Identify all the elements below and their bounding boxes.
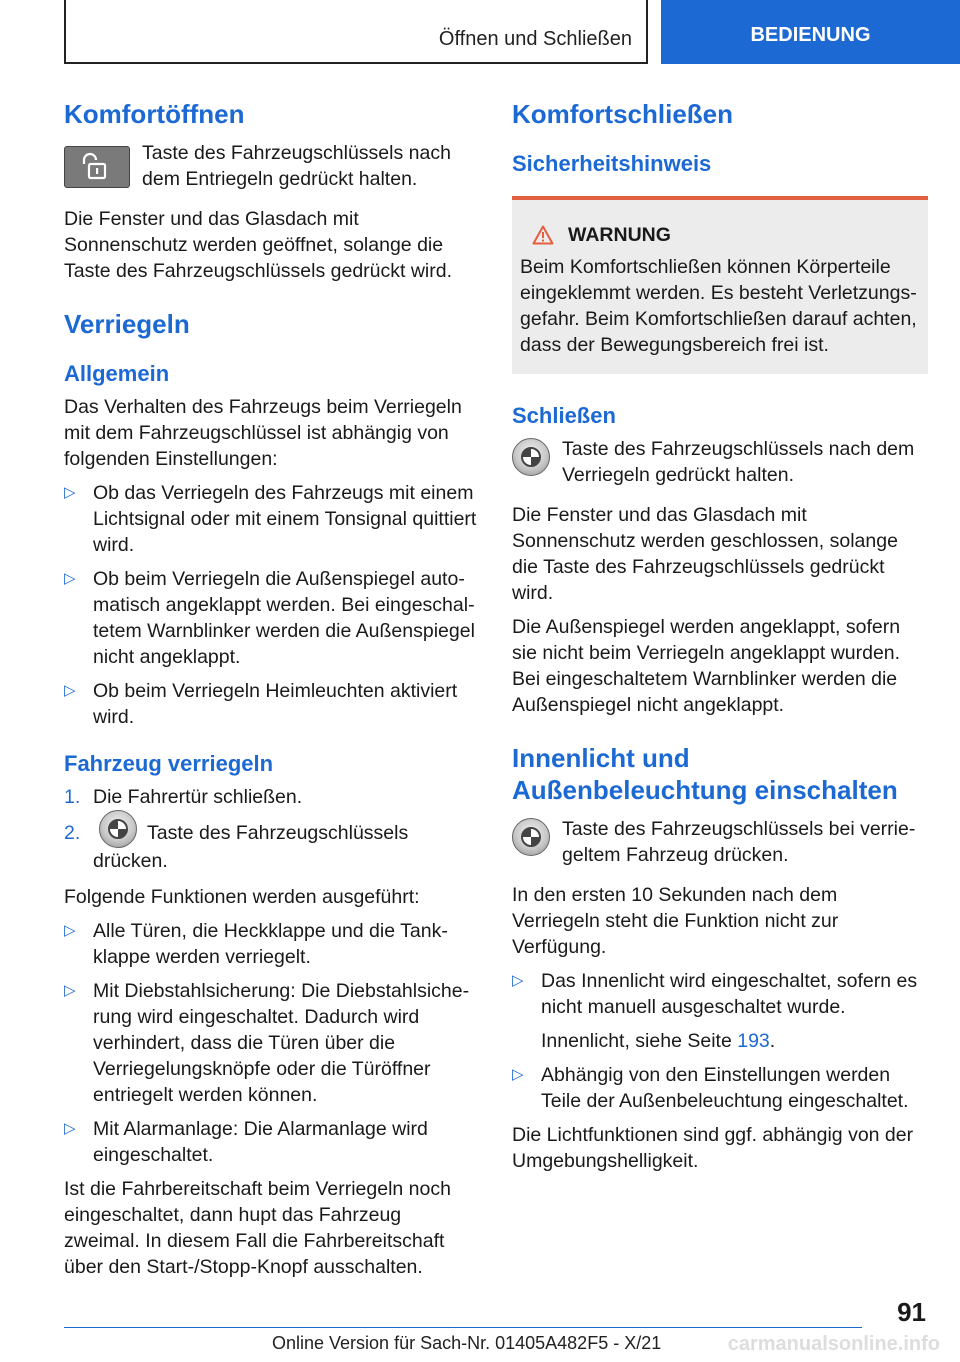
- innenlicht-body: In den ersten 10 Sekunden nach dem Verriegeln steht die Funktion nicht zur Verfügung.: [512, 884, 839, 958]
- bullet-icon: ▷: [64, 570, 76, 587]
- komfortoeffnen-body: Die Fenster und das Glasdach mit Sonnenschutz werden geöffnet, solange die Taste des Fahrzeugschlüssels gedrückt wird.: [64, 208, 453, 282]
- heading-komfortoeffnen: Komfortöffnen: [64, 99, 245, 129]
- schliessen-key-text: Taste des Fahrzeugschlüssels nach dem Verriegeln gedrückt halten.: [562, 438, 915, 486]
- innenlicht-key-row: [512, 816, 928, 868]
- list-item-text: Ob beim Verriegeln Heimleuchten aktiviert wird.: [93, 680, 458, 728]
- section-title: Öffnen und Schließen: [438, 28, 632, 50]
- footer-online-version: Online Version für Sach-Nr. 01405A482F5 - X/21: [272, 1333, 662, 1353]
- heading-komfortschliessen: Komfortschließen: [512, 99, 734, 129]
- bmw-key-icon: [512, 438, 550, 476]
- page-link[interactable]: 193: [737, 1030, 770, 1052]
- cross-reference-text: Innenlicht, siehe Seite: [541, 1030, 738, 1052]
- list-item-text: Alle Türen, die Heckklappe und die Tankklappe werden verriegelt.: [93, 920, 448, 968]
- innenlicht-outro: Die Lichtfunktionen sind ggf. abhängig von der Umgebungshelligkeit.: [512, 1124, 914, 1172]
- list-item: [512, 968, 928, 1020]
- bullet-icon: ▷: [512, 972, 524, 989]
- list-item: [64, 918, 480, 970]
- step-item: [64, 784, 480, 810]
- unlock-key-row: [64, 140, 480, 192]
- chapter-tab[interactable]: [661, 0, 960, 64]
- list-item: [64, 480, 480, 558]
- schliessen-body-2: Die Außenspiegel werden angeklappt, sofern sie nicht beim Verriegeln angeklappt wurden. Bei eingeschaltetem Warnblinker werden die Außenspiegel nicht angeklappt.: [512, 616, 901, 716]
- fahrzeug-verriegeln-intro: Folgende Funktionen werden ausgeführt:: [64, 886, 420, 908]
- header-section-box: [64, 0, 648, 64]
- step-number: 1.: [64, 786, 81, 808]
- innenlicht-list: [512, 968, 928, 1020]
- page-number: 91: [897, 1297, 926, 1327]
- bullet-icon: ▷: [512, 1066, 524, 1083]
- bullet-icon: ▷: [64, 1120, 76, 1137]
- watermark: carmanualsonline.info: [727, 1333, 940, 1355]
- functions-list: [64, 918, 480, 1168]
- bullet-icon: ▷: [64, 982, 76, 999]
- warning-triangle-icon: [532, 225, 554, 245]
- list-item-text: Mit Diebstahlsicherung: Die Diebstahlsicherung wird eingeschaltet. Dadurch wird verhindert, dass die Türen über die Verriegelungsknöpfe oder die Türöffner entriegelt werden können.: [93, 980, 470, 1106]
- allgemein-list: [64, 480, 480, 730]
- innenlicht-list-2: [512, 1062, 928, 1114]
- list-item-text: Ob das Verriegeln des Fahrzeugs mit einem Lichtsignal oder mit einem Tonsignal quittiert wird.: [93, 482, 477, 556]
- list-item: [64, 1116, 480, 1168]
- list-item: [512, 1062, 928, 1114]
- warning-text: Beim Komfortschließen können Körperteile eingeklemmt werden. Es besteht Verletzungsgefahr. Beim Komfortschließen darauf achten, dass der Bewegungsbereich frei ist.: [520, 256, 917, 356]
- innenlicht-key-text: Taste des Fahrzeugschlüssels bei verriegeltem Fahrzeug drücken.: [562, 818, 916, 866]
- list-item: [64, 978, 480, 1108]
- footer-divider: [64, 1327, 862, 1328]
- bullet-icon: ▷: [64, 922, 76, 939]
- fahrzeug-verriegeln-outro: Ist die Fahrbereitschaft beim Verriegeln noch eingeschaltet, dann hupt das Fahrzeug zweimal. In diesem Fall die Fahrbereitschaft über den Start-/Stopp-Knopf ausschalten.: [64, 1178, 451, 1278]
- warning-box: [512, 196, 928, 374]
- heading-fahrzeug-verriegeln: Fahrzeug verriegeln: [64, 751, 274, 776]
- unlock-key-icon: [64, 146, 130, 188]
- step-text: Taste des Fahrzeugschlüssels drücken.: [93, 822, 409, 872]
- left-column: [64, 98, 480, 1288]
- bmw-key-icon: [99, 810, 137, 848]
- step-number: 2.: [64, 822, 81, 844]
- allgemein-body: Das Verhalten des Fahrzeugs beim Verriegeln mit dem Fahrzeugschlüssel ist abhängig von folgenden Einstellungen:: [64, 396, 462, 470]
- schliessen-body-1: Die Fenster und das Glasdach mit Sonnenschutz werden geschlossen, solange die Taste des Fahrzeugschlüssels gedrückt wird.: [512, 504, 898, 604]
- list-item-text: Das Innenlicht wird eingeschaltet, sofern es nicht manuell ausgeschaltet wurde.: [541, 970, 918, 1018]
- cross-reference-suffix: .: [769, 1030, 776, 1052]
- komfortoeffnen-key-text: Taste des Fahrzeugschlüssels nach dem Entriegeln gedrückt halten.: [142, 142, 451, 190]
- list-item: [64, 566, 480, 670]
- bullet-icon: ▷: [64, 682, 76, 699]
- bullet-icon: ▷: [64, 484, 76, 501]
- list-item-text: Abhängig von den Einstellungen werden Teile der Außenbeleuchtung eingeschaltet.: [541, 1064, 909, 1112]
- bmw-key-icon: [512, 818, 550, 856]
- steps-list: [64, 784, 480, 874]
- list-item-text: Ob beim Verriegeln die Außenspiegel automatisch angeklappt werden. Bei eingeschaltetem Warnblinker werden die Außenspiegel nicht angeklappt.: [93, 568, 475, 668]
- list-item: [64, 678, 480, 730]
- right-column: [512, 98, 928, 1182]
- warning-label: WARNUNG: [568, 224, 671, 246]
- heading-verriegeln: Verriegeln: [64, 309, 190, 339]
- warning-title: [532, 222, 920, 248]
- heading-schliessen: Schließen: [512, 403, 616, 428]
- schliessen-key-row: [512, 436, 928, 488]
- step-item: [64, 820, 480, 874]
- step-text: Die Fahrertür schließen.: [93, 786, 303, 808]
- list-item-text: Mit Alarmanlage: Die Alarmanlage wird eingeschaltet.: [93, 1118, 428, 1166]
- heading-allgemein: Allgemein: [64, 361, 170, 386]
- cross-reference: [512, 1028, 928, 1054]
- heading-innenlicht: Innenlicht und Außenbeleuchtung einschalten: [512, 743, 898, 805]
- heading-sicherheitshinweis: Sicherheitshinweis: [512, 151, 712, 176]
- chapter-tab-label: BEDIENUNG: [750, 23, 871, 46]
